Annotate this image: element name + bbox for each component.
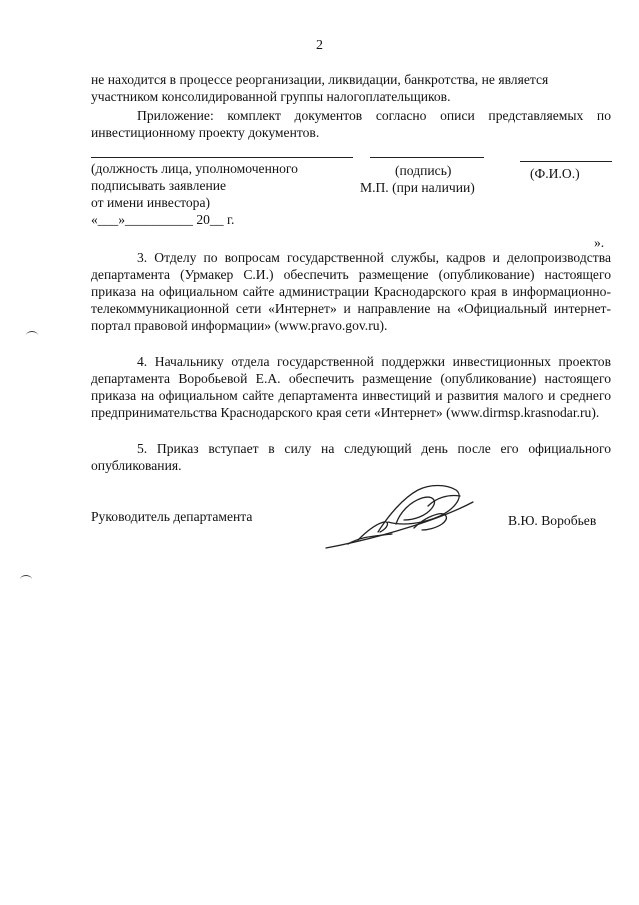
signatory-name: В.Ю. Воробьев [508,513,597,528]
position-label-2: подписывать заявление [91,178,227,193]
handwritten-signature [318,476,488,556]
attachment-paragraph: Приложение: комплект документов согласно описи представляемых по инвестиционному проекту документов. [91,108,611,140]
position-label: (должность лица, уполномоченного [91,161,298,176]
stamp-label: М.П. (при наличии) [360,180,475,195]
signature-label: (подпись) [395,163,452,178]
margin-hole-mark [26,331,38,340]
signature-line [370,157,484,158]
closing-quote: ». [594,235,605,250]
date-line: «___»__________ 20__ г. [91,212,235,227]
item-3-paragraph: 3. Отделу по вопросам государственной службы, кадров и делопроизводства департамента (Урмакер С.И.) обеспечить размещение (опубликование) настоящего приказа на официальном сайте администрации Краснодарского края в информационно-телекоммуникационной сети «Интернет» и направление на «Официальный интернет-портал правовой информации» (www.pravo.gov.ru). [91,250,611,333]
item-5-paragraph: 5. Приказ вступает в силу на следующий день после его официального опубликования. [91,441,611,473]
position-line [91,157,353,158]
signatory-title: Руководитель департамента [91,509,253,524]
intro-line-2: участником консолидированной группы налогоплательщиков. [91,89,451,104]
name-label: (Ф.И.О.) [530,166,580,181]
item-4-paragraph: 4. Начальнику отдела государственной поддержки инвестиционных проектов департамента Воробьевой Е.А. обеспечить размещение (опубликование) настоящего приказа на официальном сайте департамента инвестиций и развития малого и среднего предпринимательства Краснодарского края сети «Интернет» (www.dirmsp.krasnodar.ru). [91,354,611,420]
intro-line-1: не находится в процессе реорганизации, ликвидации, банкротства, не является [91,72,549,87]
name-line [520,161,612,162]
page-number: 2 [316,38,323,53]
margin-hole-mark [20,575,32,584]
position-label-3: от имени инвестора) [91,195,211,210]
